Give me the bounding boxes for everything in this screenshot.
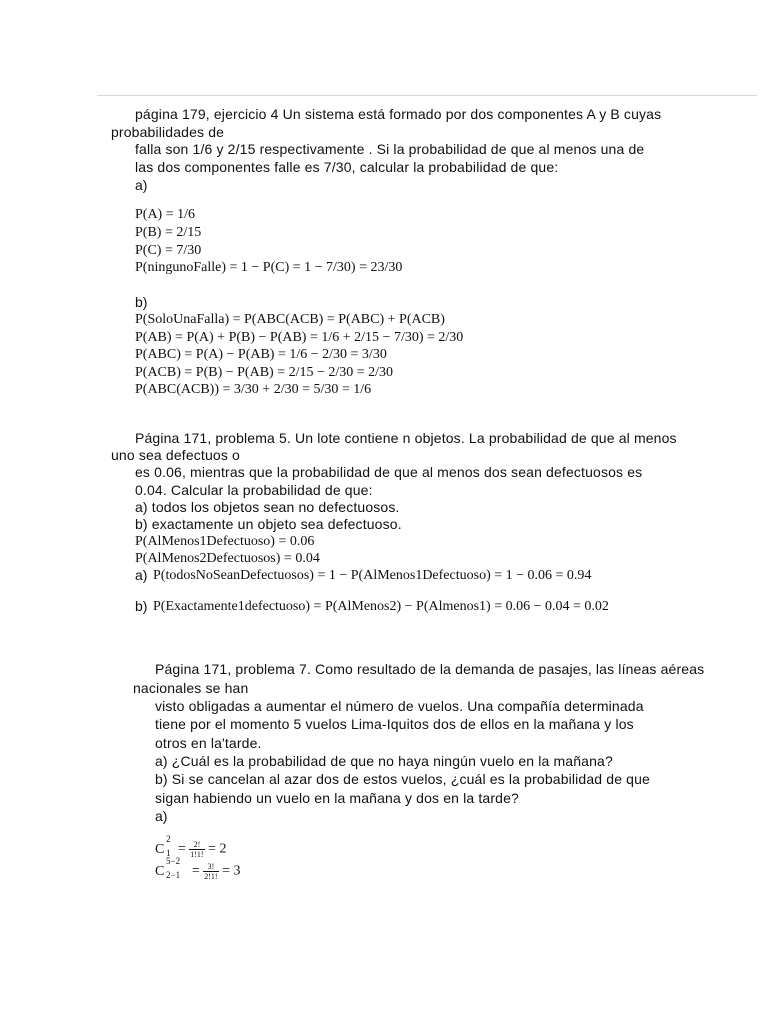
- combo1-eq: =: [177, 841, 186, 857]
- s2-item-b: b) exactamente un objeto sea defectuoso.: [135, 516, 402, 532]
- s3-item-b: b) Si se cancelan al azar dos de estos vuelos, ¿cuál es la probabilidad de que: [155, 771, 650, 787]
- s1-intro-line1: página 179, ejercicio 4 Un sistema está formado por dos componentes A y B cuyas: [135, 106, 662, 122]
- combo2-result: = 3: [222, 863, 241, 879]
- s1-eq-b-2: P(AB) = P(A) + P(B) − P(AB) = 1/6 + 2/15 − 7/30) = 2/30: [135, 330, 464, 345]
- combo1-den: 1!1!: [190, 850, 204, 859]
- s3-combo2: [155, 855, 241, 881]
- s2-intro-line4: 0.04. Calcular la probabilidad de que:: [135, 482, 373, 498]
- s2-ans-a: P(todosNoSeanDefectuosos) = 1 − P(AlMenos1Defectuoso) = 1 − 0.06 = 0.94: [153, 568, 592, 583]
- s1-eq-a-1: P(A) = 1/6: [135, 207, 196, 222]
- combo2-base: C: [155, 863, 165, 879]
- s3-item-a: a) ¿Cuál es la probabilidad de que no haya ningún vuelo en la mañana?: [155, 753, 613, 769]
- s3-intro-line3: visto obligadas a aumentar el número de vuelos. Una compañía determinada: [155, 698, 644, 714]
- s3-intro-line4: tiene por el momento 5 vuelos Lima-Iquitos dos de ellos en la mañana y los: [155, 716, 634, 732]
- s2-intro-line3: es 0.06, mientras que la probabilidad de que al menos dos sean defectuosos es: [135, 464, 643, 480]
- combo2-eq: =: [191, 863, 200, 879]
- s3-intro-line2: nacionales se han: [133, 680, 249, 696]
- top-divider: [97, 95, 757, 96]
- combo1-base: C: [155, 841, 165, 857]
- s3-label-a: a): [155, 808, 168, 824]
- combo1-sup: 2: [166, 833, 171, 844]
- s2-eq2: P(AlMenos2Defectuosos) = 0.04: [135, 551, 320, 566]
- combo1-result: = 2: [208, 841, 227, 857]
- s1-intro-line2: probabilidades de: [111, 124, 225, 140]
- s1-intro-line3: falla son 1/6 y 2/15 respectivamente . Si la probabilidad de que al menos una de: [135, 141, 645, 157]
- s1-eq-b-5: P(ABC(ACB)) = 3/30 + 2/30 = 5/30 = 1/6: [135, 382, 372, 397]
- s3-intro-line5: otros en la'tarde.: [155, 735, 262, 751]
- combo1-sub: 1: [166, 847, 171, 858]
- s2-ans-b: P(Exactamente1defectuoso) = P(AlMenos2) − P(Almenos1) = 0.06 − 0.04 = 0.02: [153, 599, 609, 614]
- combo2-num: 3!: [203, 862, 218, 872]
- s1-eq-b-1: P(SoloUnaFalla) = P(ABC(ACB) = P(ABC) + P(ACB): [135, 312, 445, 327]
- combo1-num: 2!: [189, 840, 204, 850]
- s1-eq-a-2: P(B) = 2/15: [135, 225, 202, 240]
- combo2-sup: 5−2: [166, 855, 181, 866]
- s2-eq1: P(AlMenos1Defectuoso) = 0.06: [135, 534, 315, 549]
- s2-ans-a-label: a): [135, 567, 148, 583]
- s1-intro-line4: las dos componentes falle es 7/30, calcular la probabilidad de que:: [135, 159, 559, 175]
- s2-ans-b-label: b): [135, 598, 148, 614]
- s2-intro-line1: Página 171, problema 5. Un lote contiene n objetos. La probabilidad de que al menos: [135, 430, 677, 446]
- s1-eq-a-4: P(ningunoFalle) = 1 − P(C) = 1 − 7/30) = 23/30: [135, 260, 403, 275]
- s3-intro-line1: Página 171, problema 7. Como resultado de la demanda de pasajes, las líneas aéreas: [155, 661, 705, 677]
- s1-eq-b-4: P(ACB) = P(B) − P(AB) = 2/15 − 2/30 = 2/30: [135, 365, 394, 380]
- s3-item-b2: sigan habiendo un vuelo en la mañana y dos en la tarde?: [155, 790, 519, 806]
- s2-intro-line2: uno sea defectuos o: [111, 447, 240, 463]
- s1-label-b: b): [135, 294, 148, 310]
- s1-label-a: a): [135, 177, 148, 193]
- s1-eq-a-3: P(C) = 7/30: [135, 243, 202, 258]
- combo2-den: 2!1!: [204, 872, 218, 881]
- s2-item-a: a) todos los objetos sean no defectuosos.: [135, 499, 400, 515]
- combo2-sub: 2−1: [166, 869, 181, 880]
- s1-eq-b-3: P(ABC) = P(A) − P(AB) = 1/6 − 2/30 = 3/30: [135, 347, 387, 362]
